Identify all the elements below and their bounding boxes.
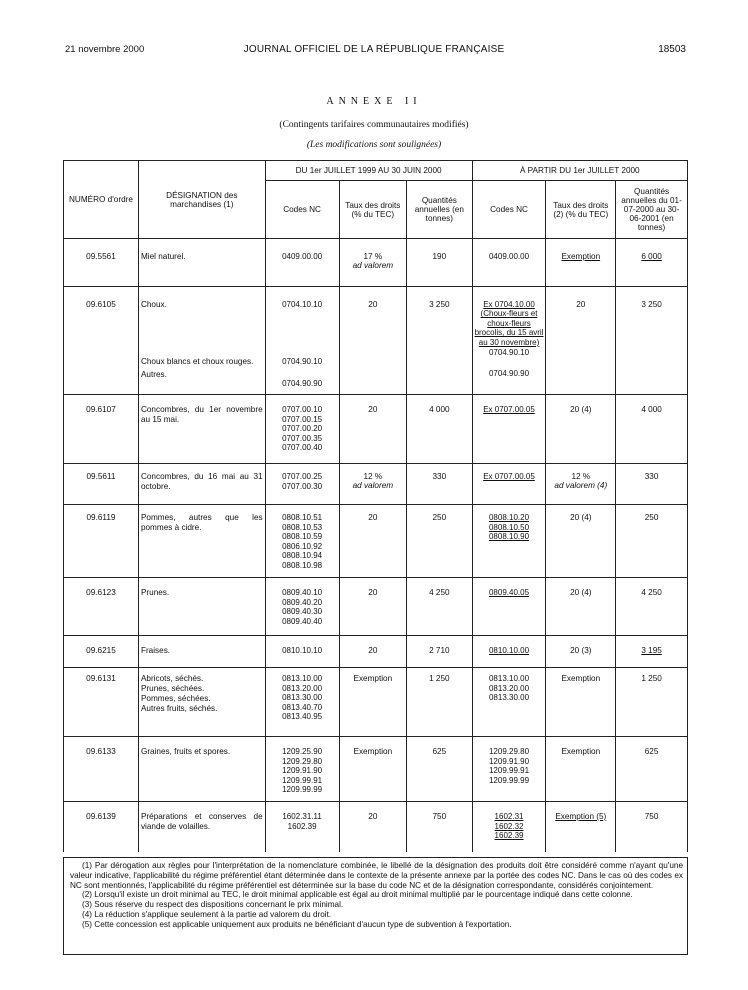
row-numero: 09.6105	[64, 287, 139, 395]
row-codes2-main: Ex 0704.10.00 (Choux-fleurs et choux-fleurs brocolis, du 15 avril au 30 novembre)	[474, 300, 544, 347]
row-quant1: 625	[407, 737, 472, 802]
row-designation: Concombres, du 16 mai au 31 octobre.	[138, 464, 265, 505]
col-header-designation: DÉSIGNATION des marchandises (1)	[138, 161, 265, 239]
row-taux1: 20	[339, 287, 407, 395]
row-designation: Miel naturel.	[138, 239, 265, 287]
row-designation: Prunes.	[138, 578, 265, 636]
footnote-5: (5) Cette concession est applicable uniquement aux produits ne bénéficiant d'aucun type de subvention à l'exportation.	[82, 919, 512, 929]
row-quant2: 1 250	[616, 668, 688, 737]
row-codes1: 1602.31.11 1602.39	[265, 802, 339, 852]
table-row	[64, 737, 688, 802]
row-taux2: Exemption	[546, 668, 616, 737]
row-designation-sub-c: Autres.	[140, 370, 167, 379]
row-codes1-main: 0704.10.10	[282, 300, 323, 309]
col-header-p2-taux: Taux des droits (2) (% du TEC)	[546, 181, 616, 239]
row-codes2: 0808.10.20 0808.10.50 0808.10.90	[472, 505, 546, 578]
row-taux2: 20 (3)	[546, 636, 616, 668]
row-codes2-sub-c: 0704.90.90	[488, 368, 530, 378]
col-header-p1-taux: Taux des droits (% du TEC)	[339, 181, 407, 239]
footnote-4: (4) La réduction s'applique seulement à la partie ad valorem du droit.	[82, 909, 332, 919]
row-taux1: Exemption	[339, 668, 407, 737]
row-quant1: 1 250	[407, 668, 472, 737]
row-designation: Concombres, du 1er novembre au 15 mai.	[138, 395, 265, 464]
row-designation	[138, 287, 265, 395]
row-taux2: 20 (4)	[546, 578, 616, 636]
row-codes2: 0813.10.00 0813.20.00 0813.30.00	[472, 668, 546, 737]
row-taux2: Exemption	[546, 239, 616, 287]
row-numero: 09.6123	[64, 578, 139, 636]
row-codes1: 0409.00.00	[265, 239, 339, 287]
row-taux1	[339, 239, 407, 287]
row-taux1-ad-valorem: ad valorem	[352, 261, 394, 270]
row-taux2: 20	[546, 287, 616, 395]
row-quant2: 4 000	[616, 395, 688, 464]
row-codes2: 0809.40.05	[472, 578, 546, 636]
row-taux1-value: 12 %	[363, 472, 383, 481]
row-taux1: 20	[339, 578, 407, 636]
col-header-p1-codes: Codes NC	[265, 181, 339, 239]
row-taux1-value: 17 %	[363, 252, 383, 261]
annexe-subtitle: (Contingents tarifaires communautaires modifiés)	[279, 120, 469, 130]
row-designation: Abricots, séchés. Prunes, séchées. Pommes, séchées. Autres fruits, séchés.	[138, 668, 265, 737]
row-numero: 09.5561	[64, 239, 139, 287]
row-taux1: 20	[339, 802, 407, 852]
row-taux1: 20	[339, 505, 407, 578]
row-numero: 09.5611	[64, 464, 139, 505]
col-header-p2-quantites: Quantités annuelles du 01-07-2000 au 30-06-2001 (en tonnes)	[616, 181, 688, 239]
footnote-2: (2) Lorsqu'il existe un droit minimal au TEC, le droit minimal applicable est égal au droit minimal multiplié par le pourcentage indiqué dans cette colonne.	[82, 890, 633, 900]
table-row	[64, 636, 688, 668]
row-quant2: 3 195	[616, 636, 688, 668]
row-numero: 09.6119	[64, 505, 139, 578]
row-quant2: 330	[616, 464, 688, 505]
row-designation: Fraises.	[138, 636, 265, 668]
row-taux2: Exemption	[546, 737, 616, 802]
row-quant1: 2 710	[407, 636, 472, 668]
table-row	[64, 578, 688, 636]
row-taux1: 20	[339, 636, 407, 668]
row-quant2: 3 250	[616, 287, 688, 395]
row-quant1: 250	[407, 505, 472, 578]
row-quant2: 250	[616, 505, 688, 578]
col-header-period2: À PARTIR DU 1er JUILLET 2000	[472, 161, 687, 181]
header-date: 21 novembre 2000	[65, 44, 145, 55]
row-quant2: 625	[616, 737, 688, 802]
row-taux2: 20 (4)	[546, 505, 616, 578]
row-codes2: 0409.00.00	[472, 239, 546, 287]
row-quant1: 330	[407, 464, 472, 505]
col-header-numero: NUMÉRO d'ordre	[64, 161, 139, 239]
row-quant1: 750	[407, 802, 472, 852]
row-codes1: 0813.10.00 0813.20.00 0813.30.00 0813.40.70 0813.40.95	[265, 668, 339, 737]
row-codes1-sub-c: 0704.90.90	[282, 379, 323, 389]
row-codes2: Ex 0707.00.05	[472, 395, 546, 464]
row-numero: 09.6133	[64, 737, 139, 802]
row-quant2: 4 250	[616, 578, 688, 636]
header-journal-title: JOURNAL OFFICIEL DE LA RÉPUBLIQUE FRANÇAISE	[243, 44, 505, 55]
row-taux2: Exemption (5)	[546, 802, 616, 852]
col-header-period1: DU 1er JUILLET 1999 AU 30 JUIN 2000	[265, 161, 472, 181]
table-row	[64, 802, 688, 852]
row-numero: 09.6215	[64, 636, 139, 668]
row-codes1: 0707.00.25 0707.00.30	[265, 464, 339, 505]
row-taux2: 20 (4)	[546, 395, 616, 464]
row-taux1: Exemption	[339, 737, 407, 802]
row-codes1: 0808.10.51 0808.10.53 0808.10.59 0806.10.92 0808.10.94 0808.10.98	[265, 505, 339, 578]
row-taux2	[546, 464, 616, 505]
row-codes1: 0810.10.10	[265, 636, 339, 668]
row-codes1: 0809.40.10 0809.40.20 0809.40.30 0809.40.40	[265, 578, 339, 636]
tariff-quota-table	[63, 160, 688, 852]
row-codes2	[472, 287, 546, 395]
row-quant2: 750	[616, 802, 688, 852]
row-codes2: 0810.10.00	[472, 636, 546, 668]
col-header-p2-codes: Codes NC	[472, 181, 546, 239]
row-codes1: 0707.00.10 0707.00.15 0707.00.20 0707.00.35 0707.00.40	[265, 395, 339, 464]
row-designation-main: Choux.	[140, 300, 167, 309]
row-quant1: 3 250	[407, 287, 472, 395]
row-codes2: 1602.31 1602.32 1602.39	[472, 802, 546, 852]
row-codes1-sub-b: 0704.90.10	[282, 356, 323, 366]
row-quant1: 190	[407, 239, 472, 287]
footnote-1: (1) Par dérogation aux règles pour l'interprétation de la nomenclature combinée, le libellé de la désignation des produits doit être considéré comme n'ayant qu'une valeur indicative, l'applicabilité du régime préférentiel étant déterminée dans le contexte de la présente annexe par la portée des codes NC. Dans le cas où des codes ex NC sont mentionnés, l'applicabilité du régime préférentiel est déterminée sur la base du code NC et de la désignation correspondante, considérés conjointement.	[70, 861, 683, 890]
row-taux1: 20	[339, 395, 407, 464]
footnotes	[63, 857, 688, 955]
table-row	[64, 464, 688, 505]
row-codes2-sub-b: 0704.90.10	[488, 348, 530, 358]
row-taux2-ad-valorem: ad valorem (4)	[554, 481, 608, 490]
footnote-3: (3) Sous réserve du respect des dispositions concernant le prix minimal.	[82, 900, 344, 910]
row-numero: 09.6107	[64, 395, 139, 464]
row-numero: 09.6139	[64, 802, 139, 852]
annexe-note: (Les modifications sont soulignées)	[306, 140, 442, 150]
row-numero: 09.6131	[64, 668, 139, 737]
table-row	[64, 395, 688, 464]
row-taux1	[339, 464, 407, 505]
row-designation: Pommes, autres que les pommes à cidre.	[138, 505, 265, 578]
row-quant1: 4 250	[407, 578, 472, 636]
row-designation: Graines, fruits et spores.	[138, 737, 265, 802]
table-row	[64, 505, 688, 578]
table-row	[64, 239, 688, 287]
row-codes1: 1209.25.90 1209.29.80 1209.91.90 1209.99.91 1209.99.99	[265, 737, 339, 802]
row-codes1	[265, 287, 339, 395]
annexe-title: ANNEXE II	[326, 96, 422, 107]
row-designation-sub-b: Choux blancs et choux rouges.	[140, 357, 254, 366]
row-quant1: 4 000	[407, 395, 472, 464]
row-taux1-ad-valorem: ad valorem	[352, 481, 394, 490]
table-row	[64, 668, 688, 737]
header-page-number: 18503	[658, 44, 686, 55]
row-codes2: Ex 0707.00.05	[472, 464, 546, 505]
row-taux2-value: 12 %	[571, 472, 591, 481]
col-header-p1-quantites: Quantités annuelles (en tonnes)	[407, 181, 472, 239]
row-codes2: 1209.29.80 1209.91.90 1209.99.91 1209.99.99	[472, 737, 546, 802]
row-quant2: 6 000	[616, 239, 688, 287]
table-row	[64, 287, 688, 395]
row-designation: Préparations et conserves de viande de volailles.	[138, 802, 265, 852]
